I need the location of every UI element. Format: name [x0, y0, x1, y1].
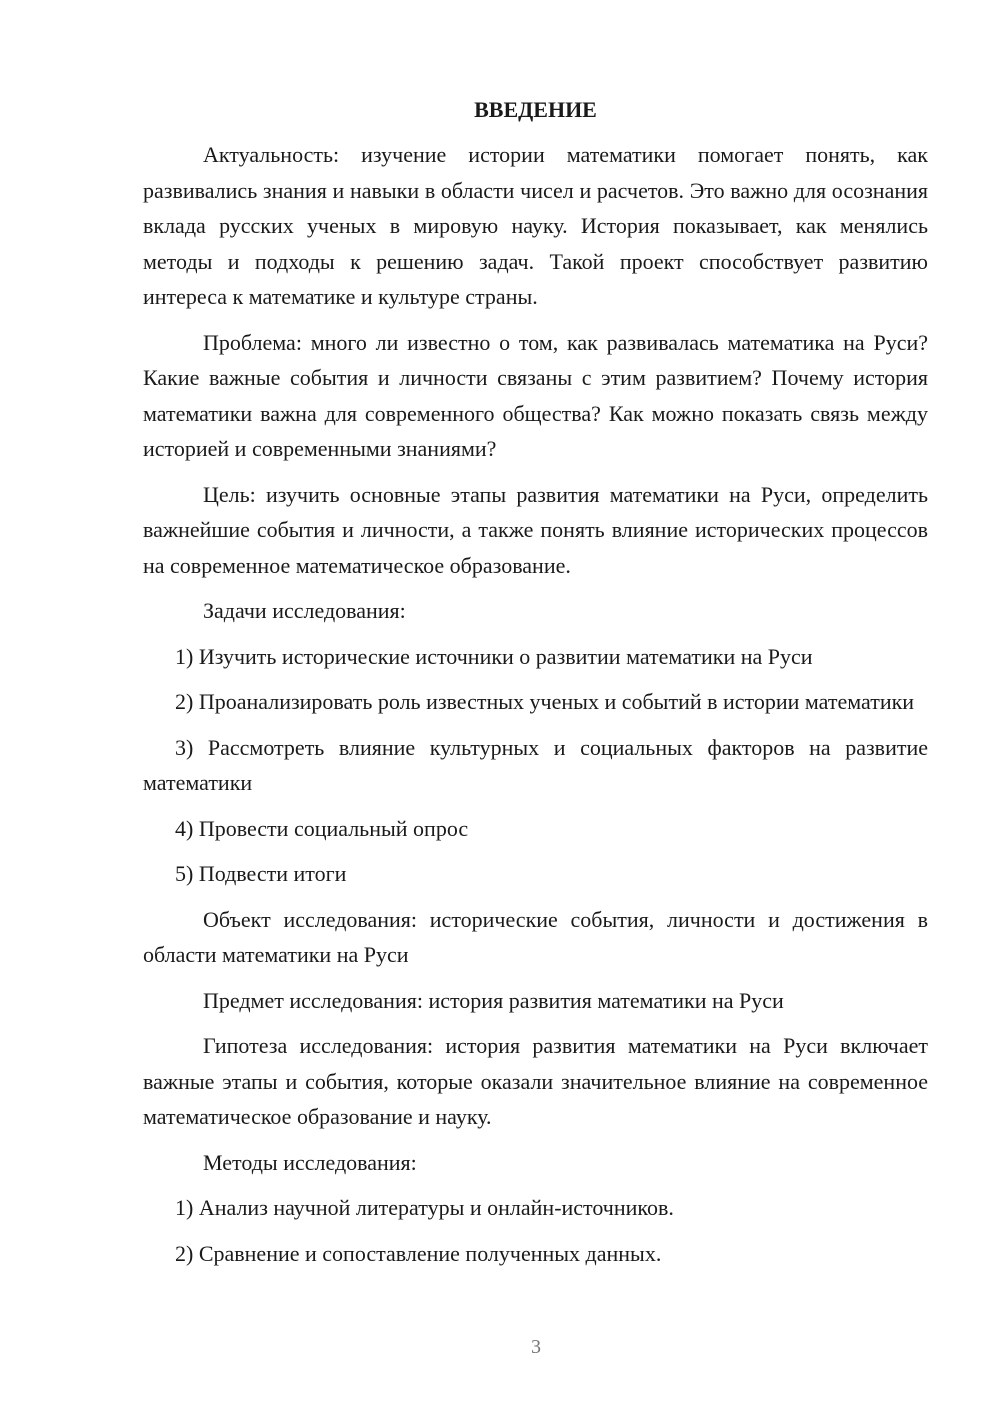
page-content	[143, 95, 928, 1281]
problem-paragraph: Проблема: много ли известно о том, как развивалась математика на Руси? Какие важные события и личности связаны с этим развитием? Почему история математики важна для современного общества? Как можно показать связь между историей и современными знаниями?	[143, 329, 928, 461]
goal-paragraph: Цель: изучить основные этапы развития математики на Руси, определить важнейшие события и личности, а также понять влияние исторических процессов на современное математическое образование.	[143, 481, 928, 578]
hypothesis-paragraph: Гипотеза исследования: история развития математики на Руси включает важные этапы и события, которые оказали значительное влияние на современное математическое образование и науку.	[143, 1033, 928, 1129]
tasks-title: Задачи исследования:	[203, 598, 406, 623]
task-item: 1) Изучить исторические источники о развитии математики на Руси	[175, 643, 813, 669]
task-item: 2) Проанализировать роль известных ученых и событий в истории математики	[175, 689, 915, 714]
task-item: 3) Рассмотреть влияние культурных и социальных факторов на развитие математики	[143, 734, 928, 795]
task-item: 4) Провести социальный опрос	[175, 815, 469, 841]
page-number: 3	[531, 1336, 541, 1358]
section-heading: ВВЕДЕНИЕ	[474, 97, 597, 122]
task-item: 5) Подвести итоги	[175, 861, 347, 886]
object-paragraph: Объект исследования: исторические события, личности и достижения в области математики на Руси	[143, 906, 928, 967]
subject-paragraph: Предмет исследования: история развития математики на Руси	[203, 987, 784, 1013]
method-item: 1) Анализ научной литературы и онлайн-источников.	[175, 1195, 674, 1220]
method-item: 2) Сравнение и сопоставление полученных данных.	[175, 1240, 662, 1266]
methods-title: Методы исследования:	[203, 1149, 417, 1175]
relevance-paragraph: Актуальность: изучение истории математики помогает понять, как развивались знания и навыки в области чисел и расчетов. Это важно для осознания вклада русских ученых в мировую науку. История показывает, как менялись методы и подходы к решению задач. Такой проект способствует развитию интереса к математике и культуре страны.	[143, 142, 928, 309]
